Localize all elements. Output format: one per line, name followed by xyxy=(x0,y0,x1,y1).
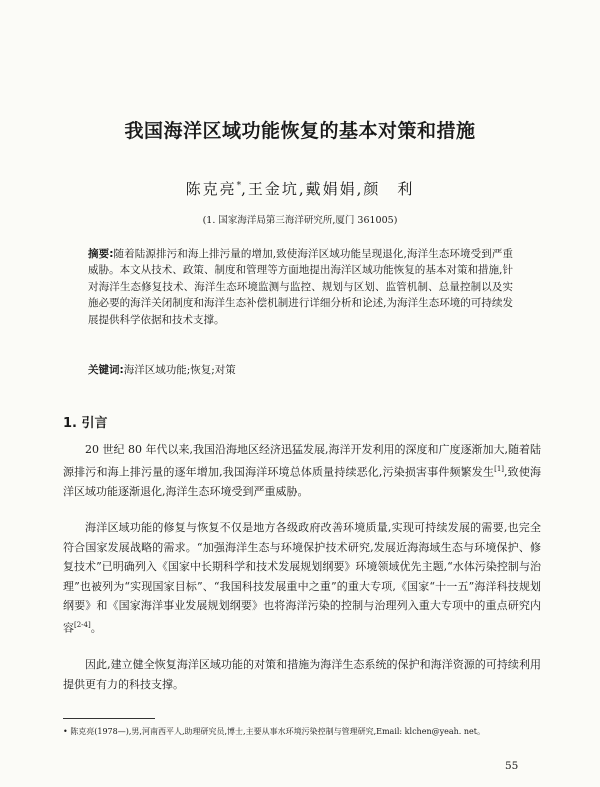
other-authors: ,王金坑,戴娟娟,颜 利 xyxy=(241,180,415,198)
paragraph-2-text-a: 海洋区域功能的修复与恢复不仅是地方各级政府改善环境质量,实现可持续发展的需要,也完全符合国家发展战略的需求。“加强海洋生态与环境保护技术研究,发展近海海域生态与环境保护、修复技术”已明确列入《国家中长期科学和技术发展规划纲要》环境领域优先主题,“水体污染控制与治理”也被列为“实现国家目标”、“我国科技发展重中之重”的重大专项,《国家“十一五”海洋科技规划纲要》和《国家海洋事业发展规划纲要》也将海洋污染的控制与治理列入重大专项中的重点研究内容 xyxy=(63,521,541,635)
affiliation: (1. 国家海洋局第三海洋研究所,厦门 361005) xyxy=(202,215,398,226)
author-footnote: • 陈克亮(1978—),男,河南西平人,助理研究员,博士,主要从事水环境污染控制与管理研究,Email: klchen@yeah. net。 xyxy=(63,727,485,736)
paper-title: 我国海洋区域功能恢复的基本对策和措施 xyxy=(124,120,476,142)
abstract-label: 摘要: xyxy=(88,248,114,260)
body-paragraph-3: 因此,建立健全恢复海洋区域功能的对策和措施为海洋生态系统的保护和海洋资源的可持续利用提供更有力的科技支撑。 xyxy=(63,658,541,691)
footnote-divider xyxy=(63,718,155,719)
body-paragraph-2 xyxy=(63,518,541,638)
section-heading-introduction: 1. 引言 xyxy=(63,416,108,431)
body-paragraph-1 xyxy=(63,440,541,501)
keywords xyxy=(88,362,513,378)
keywords-text: 海洋区域功能;恢复;对策 xyxy=(123,364,236,376)
abstract-text: 随着陆源排污和海上排污量的增加,致使海洋区域功能呈现退化,海洋生态环境受到严重威胁。本文从技术、政策、制度和管理等方面地提出海洋区域功能恢复的基本对策和措施,针对海洋生态修复技术、海洋生态环境监测与监控、规划与区划、监管机制、总量控制以及实施必要的海洋关闭制度和海洋生态补偿机制进行详细分析和论述,为海洋生态环境的可持续发展提供科学依据和技术支撑。 xyxy=(88,248,513,326)
first-author: 陈克亮 xyxy=(185,180,237,198)
abstract xyxy=(88,246,513,328)
authors-line xyxy=(0,178,600,199)
paragraph-1-text-b: ,致使海洋区域功能逐渐退化,海洋生态环境受到严重威胁。 xyxy=(63,465,541,498)
citation-2-4: [2-4] xyxy=(74,620,91,629)
keywords-label: 关键词: xyxy=(88,364,124,376)
author-footnote-mark: * xyxy=(236,181,242,191)
page-number: 55 xyxy=(505,760,519,772)
paragraph-2-text-b: 。 xyxy=(90,621,102,635)
paragraph-1-text-a: 20 世纪 80 年代以来,我国沿海地区经济迅猛发展,海洋开发利用的深度和广度逐渐加大,随着陆源排污和海上排污量的逐年增加,我国海洋环境总体质量持续恶化,污染损害事件频繁发生 xyxy=(63,443,541,479)
citation-1: [1] xyxy=(494,464,505,473)
